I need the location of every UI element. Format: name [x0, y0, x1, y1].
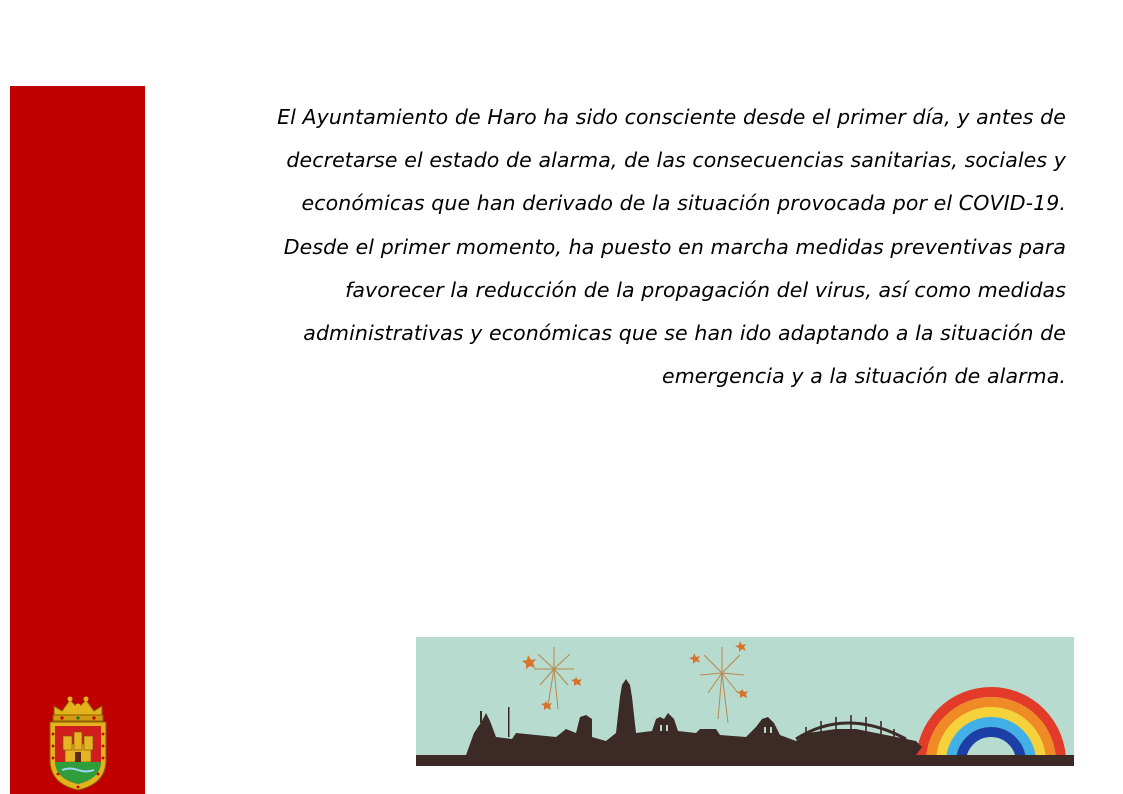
skyline-illustration — [416, 637, 1074, 766]
crown-icon — [53, 697, 103, 722]
body-paragraph — [262, 96, 1066, 398]
text-line: El Ayuntamiento de Haro ha sido consciente desde el primer día, y antes de — [277, 105, 1066, 129]
text-line: Desde el primer momento, ha puesto en marcha medidas preventivas para — [283, 234, 1066, 259]
text-line: administrativas y económicas que se han ido adaptando a la situación de — [303, 321, 1066, 346]
text-line: favorecer la reducción de la propagación del virus, así como medidas — [345, 277, 1066, 302]
coat-of-arms-icon — [44, 694, 112, 794]
text-line: decretarse el estado de alarma, de las consecuencias sanitarias, sociales y — [286, 148, 1066, 173]
text-line: económicas que han derivado de la situación provocada por el COVID-19. — [301, 191, 1066, 216]
text-line: emergencia y a la situación de alarma. — [661, 364, 1066, 389]
red-side-bar — [10, 86, 145, 794]
